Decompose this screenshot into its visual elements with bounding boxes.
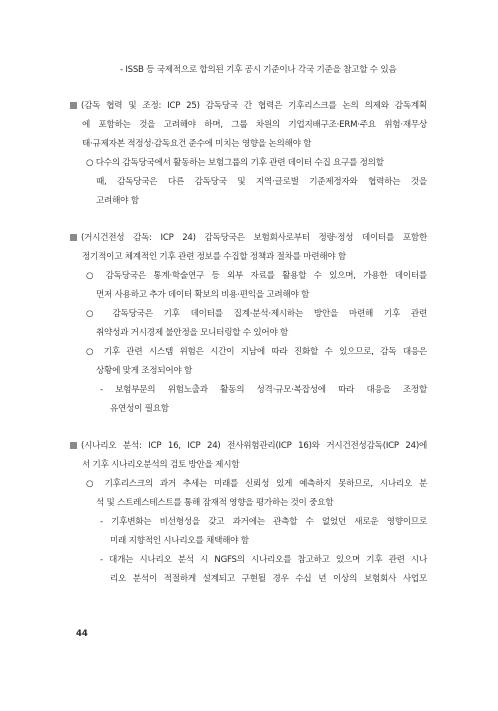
- text-line: 상황에 맞게 조정되어야 함: [96, 366, 193, 376]
- text-line: (거시건전성 감독: ICP 24) 감독당국은 보험회사로부터 정량·정성 데이터를 포함한: [81, 233, 427, 243]
- text-line: 미래 지향적인 시나리오를 채택해야 함: [110, 536, 249, 546]
- text-line: ○ 기후리스크의 과거 추세는 미래를 신뢰성 있게 예측하지 못하므로, 시나리오 분: [86, 479, 427, 489]
- section-header-line: [70, 100, 427, 112]
- text-line: 고려해야 함: [96, 196, 139, 206]
- text-line: - ISSB 등 국제적으로 합의된 기후 공시 기준이나 각국 기준을 참고할 수 있음: [120, 65, 397, 75]
- text-line: (시나리오 분석: ICP 16, ICP 24) 전사위험관리(ICP 16)와 거시건전성감독(ICP 24)에: [81, 441, 427, 451]
- text-line: - 기후변화는 비선형성을 갖고 과거에는 관측할 수 없었던 새로운 영향이므로: [100, 517, 427, 527]
- text-line: ○ 감독당국은 통계·학술연구 등 외부 자료를 활용할 수 있으며, 가용한 데이터를: [86, 271, 427, 281]
- text-line: 태·규제자본 적정성·감독요건 준수에 미치는 영향을 논의해야 함: [82, 139, 312, 149]
- text-line: - 대개는 시나리오 분석 시 NGFS의 시나리오를 참고하고 있으며 기후 관련 시나: [100, 555, 427, 565]
- text-line: 유연성이 필요함: [110, 404, 169, 414]
- text-line: (감독 협력 및 조정: ICP 25) 감독당국 간 협력은 기후리스크를 논의 의제와 감독계획: [81, 101, 427, 111]
- text-line: 석 및 스트레스테스트를 통해 잠재적 영향을 평가하는 것이 중요함: [96, 498, 334, 508]
- text-line: 정기적이고 체계적인 기후 관련 정보를 수집할 정책과 절차를 마련해야 함: [82, 252, 346, 262]
- text-line: ○ 기후 관련 시스템 위험은 시간이 지남에 따라 진화할 수 있으므로, 감독 대응은: [86, 347, 427, 357]
- square-bullet-icon: [70, 102, 77, 109]
- text-line: 취약성과 거시경제 불안정을 모니터링할 수 있어야 함: [96, 328, 289, 338]
- section-header-line: [70, 440, 427, 452]
- text-line: ○ 다수의 감독당국에서 활동하는 보험그룹의 기후 관련 데이터 수집 요구를 정의할: [86, 158, 384, 168]
- text-line: 에 포함하는 것을 고려해야 하며, 그룹 차원의 기업지배구조·ERM·주요 위험·재무상: [82, 120, 427, 130]
- text-line: ○ 감독당국은 기후 데이터를 집계·분석·제시하는 방안을 마련해 기후 관련: [86, 309, 427, 319]
- section-header-line: [70, 232, 427, 244]
- text-line: 리오 분석이 적절하게 설계되고 구현될 경우 수십 년 이상의 보험회사 사업모: [110, 574, 427, 584]
- text-line: 먼저 사용하고 추가 데이터 확보의 비용·편익을 고려해야 함: [96, 290, 310, 300]
- page-number: 44: [76, 629, 88, 639]
- text-line: - 보험부문의 위험노출과 활동의 성격·규모·복잡성에 따라 대응을 조정할: [100, 385, 427, 395]
- text-line: 때, 감독당국은 다른 감독당국 및 지역·글로벌 기준제정자와 협력하는 것을: [96, 177, 427, 187]
- square-bullet-icon: [70, 442, 77, 449]
- square-bullet-icon: [70, 234, 77, 241]
- text-line: 서 기후 시나리오분석의 검토 방안을 제시함: [82, 460, 240, 470]
